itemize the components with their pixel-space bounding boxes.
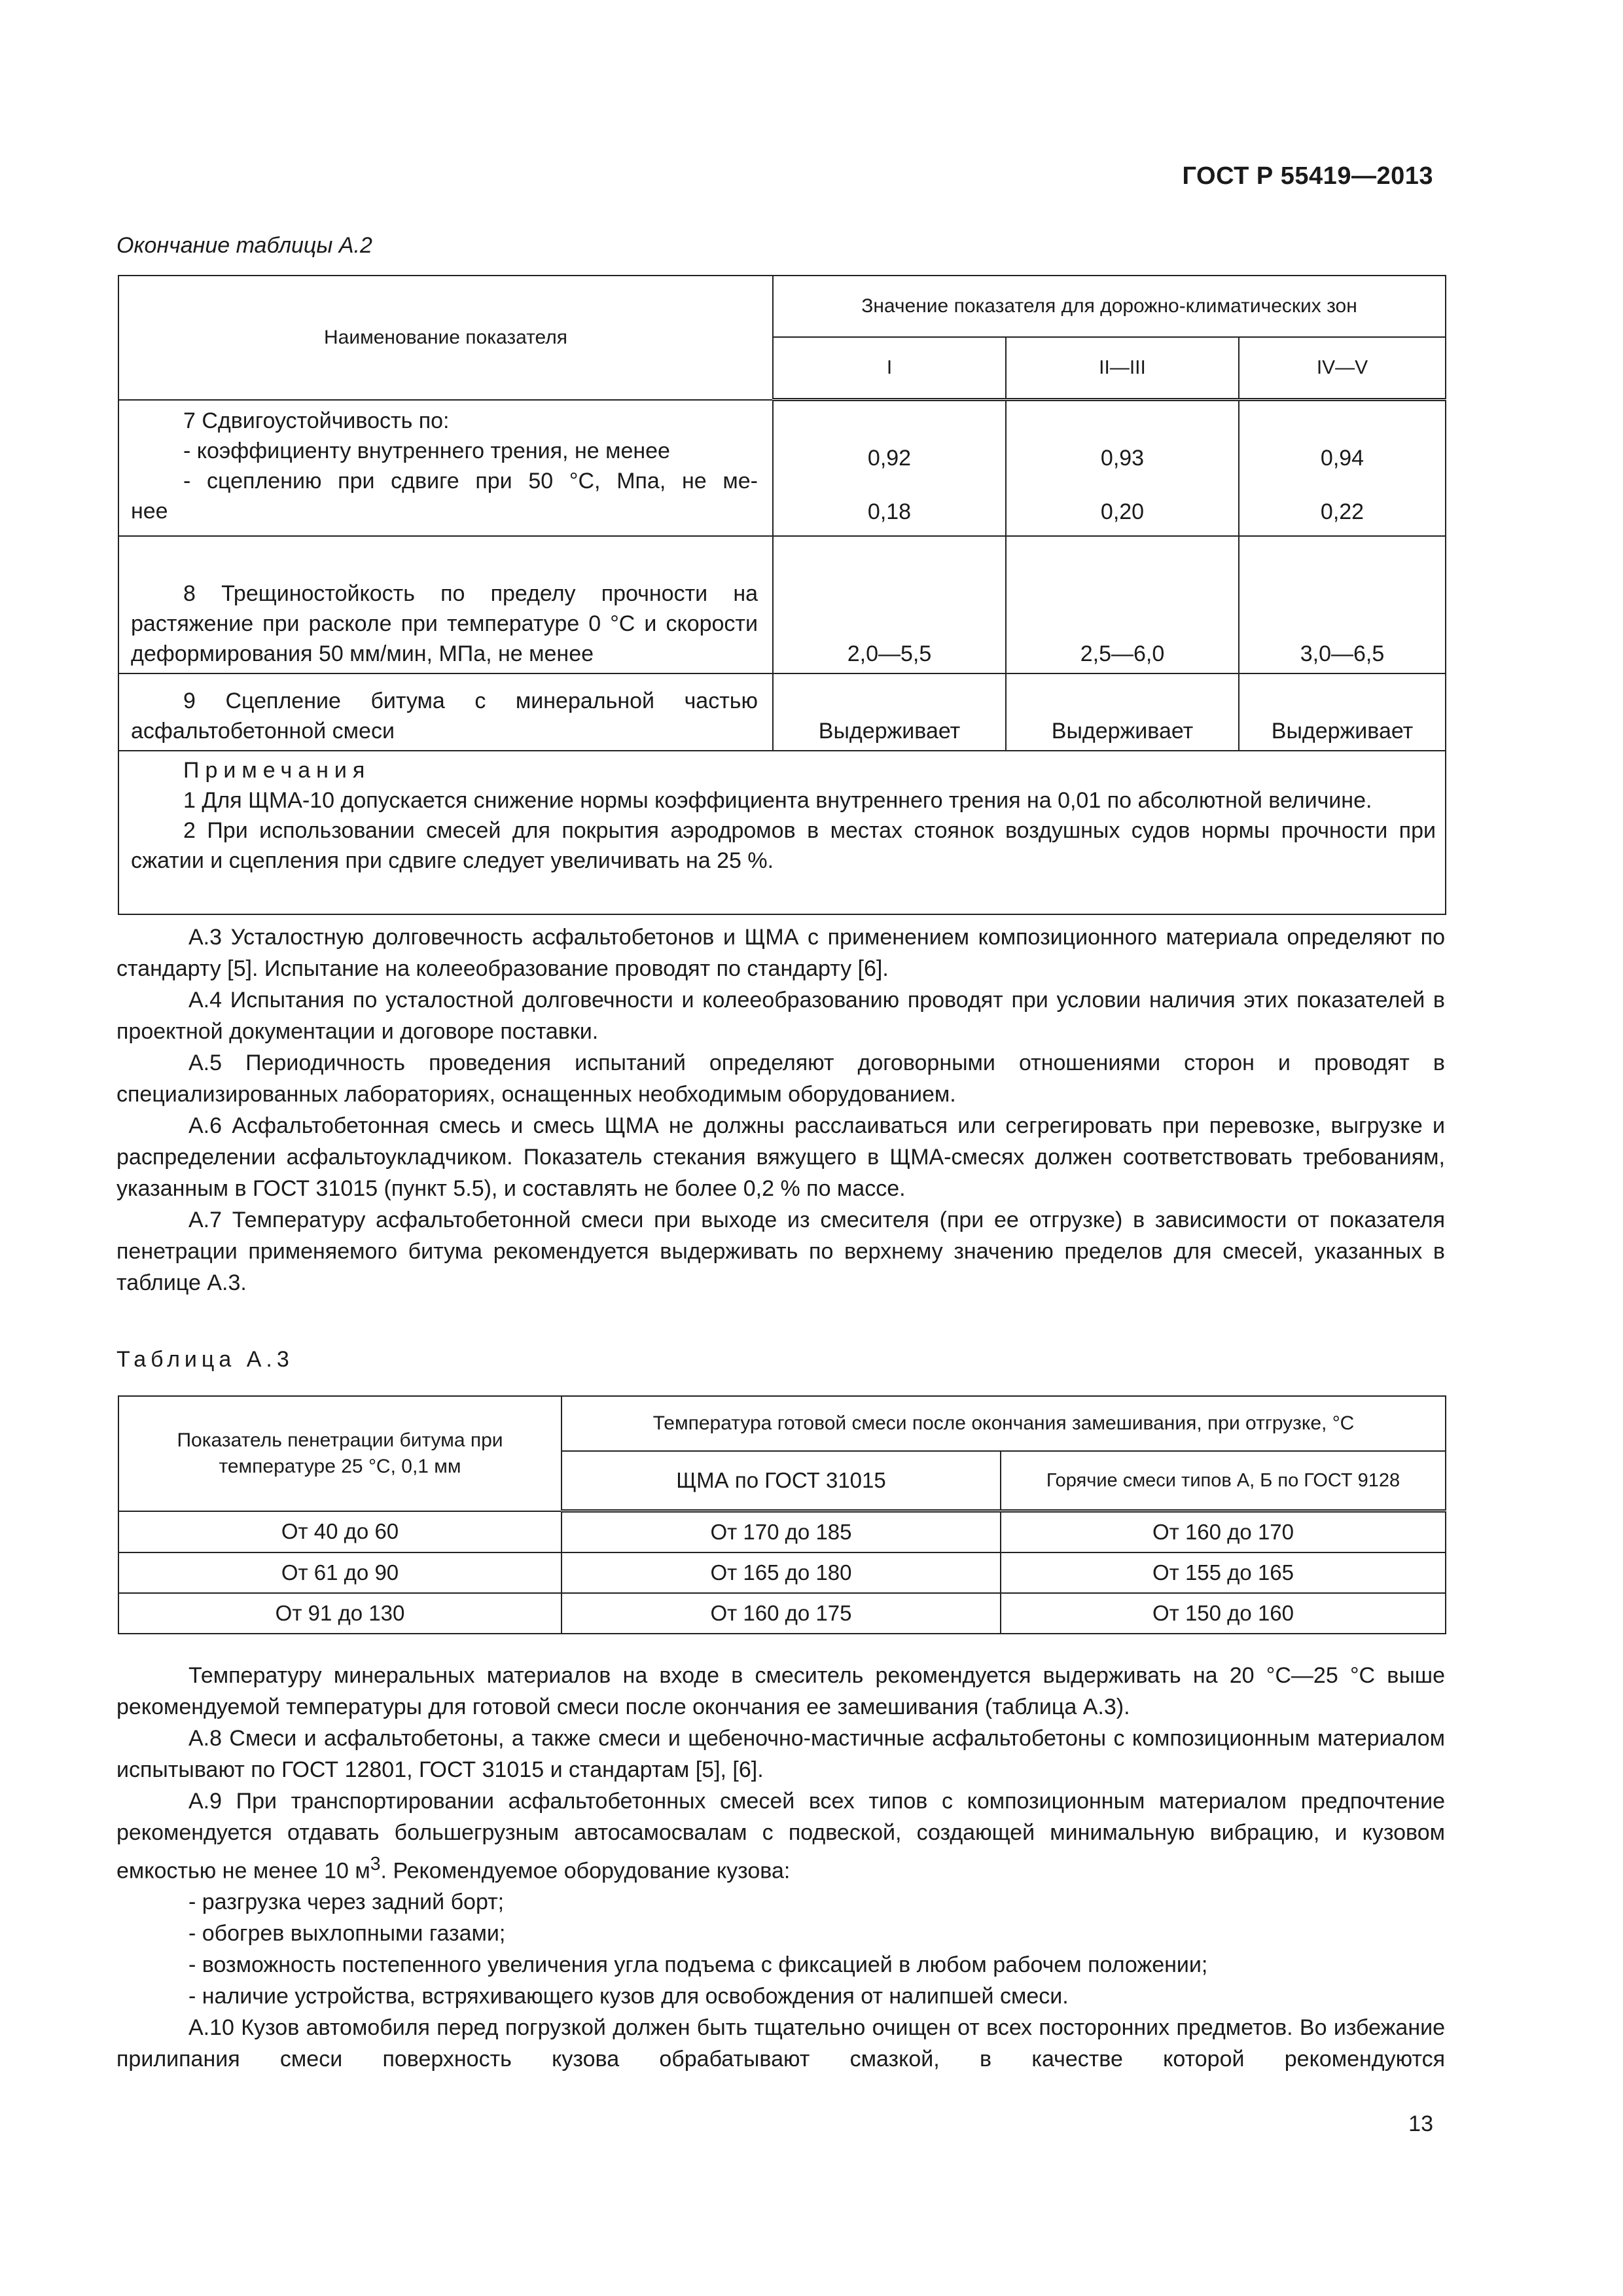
table-a2-col-group: Значение показателя для дорожно-климатических зон bbox=[773, 276, 1446, 337]
notes-title: Примечания bbox=[183, 757, 371, 783]
row9-label: 9 Сцепление битума с минеральной частью асфальтобетонной смеси bbox=[118, 673, 773, 751]
table-cell: От 160 до 175 bbox=[562, 1593, 1001, 1634]
paragraph-a3: А.3 Усталостную долговечность асфальтобетонов и ЩМА с применением композиционного материала определяют по стандарту [5]. Испытание на колееобразование проводят по стандарту [6]. bbox=[116, 925, 1445, 981]
table-a3-caption: Таблица А.3 bbox=[116, 1347, 294, 1372]
paragraph-a7: А.7 Температуру асфальтобетонной смеси при выходе из смесителя (при ее отгрузке) в зависимости от показателя пенетрации применяемого битума рекомендуется выдерживать по верхнему значению пределов для смесей, указанных в таблице А.3. bbox=[116, 1208, 1445, 1295]
table-a3 bbox=[118, 1395, 1446, 1634]
document-header: ГОСТ Р 55419—2013 bbox=[1182, 162, 1433, 190]
table-row bbox=[118, 673, 1446, 751]
row8-zone2: 2,5—6,0 bbox=[1006, 536, 1239, 673]
row7-zone3-friction: 0,94 bbox=[1320, 446, 1364, 471]
list-item: - возможность постепенного увеличения угла подъема с фиксацией в любом рабочем положении; bbox=[188, 1952, 1208, 1978]
table-a2-col-name: Наименование показателя bbox=[118, 276, 773, 400]
table-a2 bbox=[118, 275, 1446, 915]
paragraph-mineral-temp: Температуру минеральных материалов на входе в смеситель рекомендуется выдерживать на 20 °С—25 °С выше рекомендуемой температуры для готовой смеси после окончания ее замешивания (таблица А.3). bbox=[116, 1663, 1445, 1719]
table-row bbox=[118, 1511, 1446, 1553]
table-cell: От 170 до 185 bbox=[562, 1511, 1001, 1553]
row7-label-line3: - сцеплению при сдвиге при 50 °С, Мпа, не ме- bbox=[183, 468, 758, 493]
table-cell: От 91 до 130 bbox=[118, 1593, 562, 1634]
superscript: 3 bbox=[370, 1854, 381, 1874]
table-a2-zone-2: II—III bbox=[1006, 337, 1239, 400]
table-a2-caption: Окончание таблицы А.2 bbox=[116, 233, 372, 258]
table-cell: От 165 до 180 bbox=[562, 1552, 1001, 1593]
paragraph-a9-text: А.9 При транспортировании асфальтобетонных смесей всех типов с композиционным материалом предпочтение рекомендуется отдавать большегрузным автосамосвалам с подвеской, создающей минимальную вибрацию, и кузовом емкостью не менее 10 м bbox=[116, 1789, 1445, 1884]
note-2: 2 При использовании смесей для покрытия аэродромов в местах стоянок воздушных судов нормы прочности при сжатии и сцепления при сдвиге следует увеличивать на 25 %. bbox=[131, 817, 1436, 873]
table-a3-col-group: Температура готовой смеси после окончания замешивания, при отгрузке, °С bbox=[562, 1396, 1446, 1451]
paragraphs-block-2 bbox=[116, 1660, 1445, 2075]
row8-zone1: 2,0—5,5 bbox=[773, 536, 1006, 673]
row9-zone2: Выдерживает bbox=[1006, 673, 1239, 751]
list-item: - наличие устройства, встряхивающего кузов для освобождения от налипшей смеси. bbox=[188, 1984, 1069, 2009]
paragraph-a10: А.10 Кузов автомобиля перед погрузкой должен быть тщательно очищен от всех посторонних предметов. Во избежание прилипания смеси поверхность кузова обрабатывают смазкой, в качестве которой рекомендуются bbox=[116, 2015, 1445, 2072]
table-cell: От 61 до 90 bbox=[118, 1552, 562, 1593]
row8-label: 8 Трещиностойкость по пределу прочности на растяжение при расколе при температуре 0 °С и скорости деформирования 50 мм/мин, МПа, не менее bbox=[118, 536, 773, 673]
table-a3-col-hot: Горячие смеси типов А, Б по ГОСТ 9128 bbox=[1001, 1451, 1446, 1511]
row9-zone1: Выдерживает bbox=[773, 673, 1006, 751]
table-row bbox=[118, 536, 1446, 673]
row7-zone1-friction: 0,92 bbox=[867, 446, 912, 471]
paragraph-a5: А.5 Периодичность проведения испытаний определяют договорными отношениями сторон и проводят в специализированных лабораториях, оснащенных необходимым оборудованием. bbox=[116, 1050, 1445, 1107]
row8-zone3: 3,0—6,5 bbox=[1239, 536, 1446, 673]
table-row bbox=[118, 1593, 1446, 1634]
row7-zone3-cohesion: 0,22 bbox=[1320, 499, 1364, 524]
row7-label-line1: 7 Сдвигоустойчивость по: bbox=[183, 408, 450, 433]
paragraph-a6: А.6 Асфальтобетонная смесь и смесь ЩМА не должны расслаиваться или сегрегировать при перевозке, выгрузке и распределении асфальтоукладчиком. Показатель стекания вяжущего в ЩМА-смесях должен соответствовать требованиям, указанным в ГОСТ 31015 (пункт 5.5), и составлять не более 0,2 % по массе. bbox=[116, 1113, 1445, 1201]
page-number: 13 bbox=[1408, 2111, 1433, 2136]
table-row bbox=[118, 400, 1446, 536]
paragraph-a8: А.8 Смеси и асфальтобетоны, а также смеси и щебеночно-мастичные асфальтобетоны с композиционным материалом испытывают по ГОСТ 12801, ГОСТ 31015 и стандартам [5], [6]. bbox=[116, 1726, 1445, 1782]
table-cell: От 40 до 60 bbox=[118, 1511, 562, 1553]
table-a2-notes bbox=[118, 751, 1446, 914]
paragraph-a9 bbox=[116, 1785, 1445, 1886]
row7-label-line4: нее bbox=[131, 498, 168, 524]
table-cell: От 155 до 165 bbox=[1001, 1552, 1446, 1593]
note-1: 1 Для ЩМА-10 допускается снижение нормы коэффициента внутреннего трения на 0,01 по абсолютной величине. bbox=[183, 787, 1372, 813]
table-a2-zone-3: IV—V bbox=[1239, 337, 1446, 400]
paragraph-a4: А.4 Испытания по усталостной долговечности и колееобразованию проводят при условии наличия этих показателей в проектной документации и договоре поставки. bbox=[116, 988, 1445, 1044]
list-item: - обогрев выхлопными газами; bbox=[188, 1921, 506, 1946]
list-item: - разгрузка через задний борт; bbox=[188, 1890, 505, 1915]
table-a3-col-shma: ЩМА по ГОСТ 31015 bbox=[562, 1451, 1001, 1511]
table-cell: От 160 до 170 bbox=[1001, 1511, 1446, 1553]
row7-zone1-cohesion: 0,18 bbox=[867, 499, 912, 524]
table-a2-zone-1: I bbox=[773, 337, 1006, 400]
row7-zone2-cohesion: 0,20 bbox=[1100, 499, 1145, 524]
table-a3-col-pen: Показатель пенетрации битума при температуре 25 °С, 0,1 мм bbox=[118, 1396, 562, 1511]
paragraph-a9-tail: . Рекомендуемое оборудование кузова: bbox=[380, 1858, 791, 1884]
row9-zone3: Выдерживает bbox=[1239, 673, 1446, 751]
row7-label-line2: - коэффициенту внутреннего трения, не менее bbox=[183, 438, 670, 463]
paragraphs-block-1 bbox=[116, 922, 1445, 1299]
row7-zone2-friction: 0,93 bbox=[1100, 446, 1145, 471]
table-row bbox=[118, 1552, 1446, 1593]
table-cell: От 150 до 160 bbox=[1001, 1593, 1446, 1634]
